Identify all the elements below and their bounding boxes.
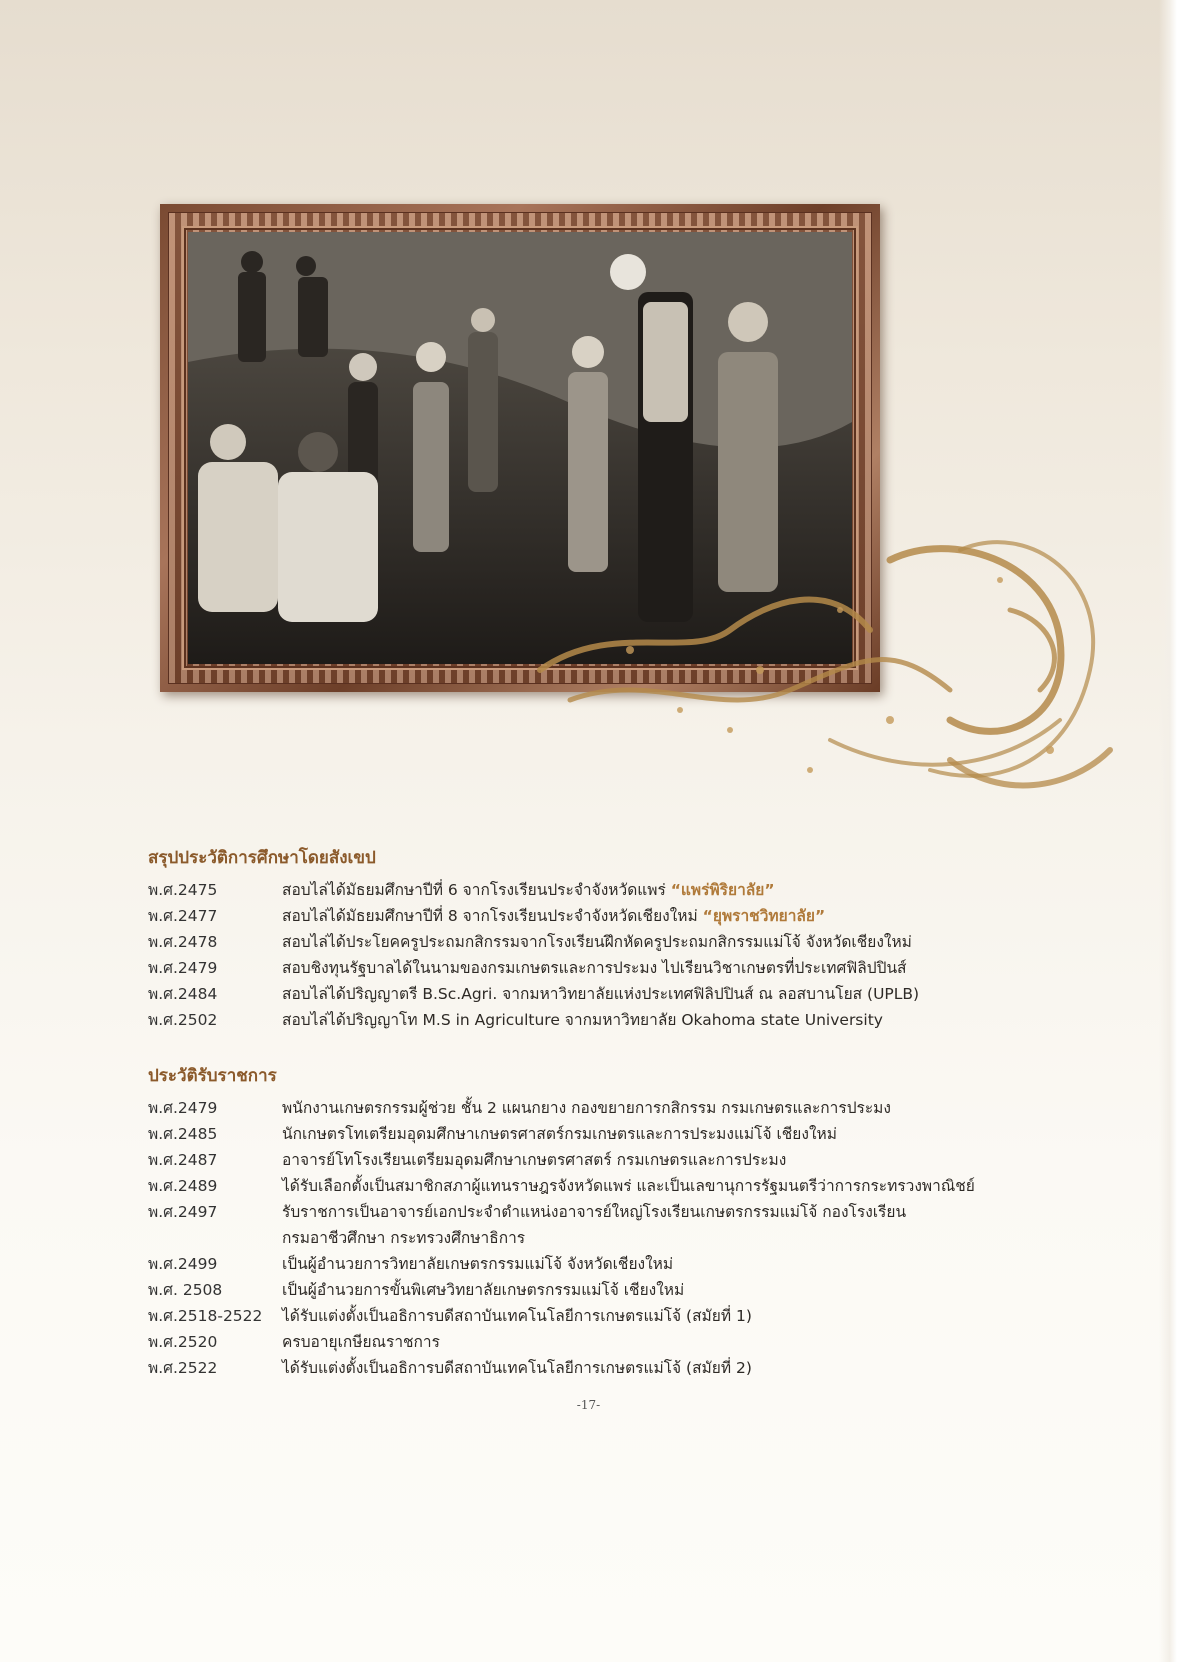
education-row	[148, 877, 1048, 903]
decorative-swirl	[530, 520, 1130, 820]
education-row	[148, 929, 1048, 955]
education-text: สอบไล่ได้มัธยมศึกษาปีที่ 6 จากโรงเรียนประจำจังหวัดแพร่	[282, 881, 671, 899]
education-description	[282, 955, 1048, 981]
career-row	[148, 1329, 1048, 1355]
career-description: รับราชการเป็นอาจารย์เอกประจำตำแหน่งอาจารย์ใหญ่โรงเรียนเกษตรกรรมแม่โจ้ กองโรงเรียน	[282, 1203, 907, 1221]
education-description	[282, 929, 1048, 955]
career-year: พ.ศ.2522	[148, 1359, 218, 1377]
education-year: พ.ศ.2475	[148, 881, 218, 899]
career-year: พ.ศ.2487	[148, 1151, 218, 1169]
career-row	[148, 1147, 1048, 1173]
education-year: พ.ศ.2477	[148, 907, 218, 925]
education-description	[282, 877, 1048, 903]
education-text: สอบไล่ได้ประโยคครูประถมกสิกรรมจากโรงเรียนฝึกหัดครูประถมกสิกรรมแม่โจ้ จังหวัดเชียงใหม่	[282, 933, 912, 951]
career-row	[148, 1095, 1048, 1121]
career-year: พ.ศ.2520	[148, 1333, 218, 1351]
education-row	[148, 903, 1048, 929]
career-description: เป็นผู้อำนวยการวิทยาลัยเกษตรกรรมแม่โจ้ จังหวัดเชียงใหม่	[282, 1255, 674, 1273]
career-description: เป็นผู้อำนวยการขั้นพิเศษวิทยาลัยเกษตรกรรมแม่โจ้ เชียงใหม่	[282, 1281, 685, 1299]
education-description	[282, 1007, 1048, 1033]
education-text: สอบไล่ได้ปริญญาตรี B.Sc.Agri. จากมหาวิทยาลัยแห่งประเทศฟิลิปปินส์ ณ ลอสบานโยส (UPLB)	[282, 985, 920, 1003]
education-year: พ.ศ.2502	[148, 1011, 218, 1029]
career-description: พนักงานเกษตรกรรมผู้ช่วย ชั้น 2 แผนกยาง กองขยายการกสิกรรม กรมเกษตรและการประมง	[282, 1099, 891, 1117]
career-year: พ.ศ.2499	[148, 1255, 218, 1273]
career-description: ได้รับแต่งตั้งเป็นอธิการบดีสถาบันเทคโนโลยีการเกษตรแม่โจ้ (สมัยที่ 2)	[282, 1359, 752, 1377]
career-year: พ.ศ.2489	[148, 1177, 218, 1195]
education-year: พ.ศ.2478	[148, 933, 218, 951]
career-row	[148, 1277, 1048, 1303]
career-description: นักเกษตรโทเตรียมอุดมศึกษาเกษตรศาสตร์กรมเกษตรและการประมงแม่โจ้ เชียงใหม่	[282, 1125, 837, 1143]
education-row	[148, 955, 1048, 981]
career-year: พ.ศ.2497	[148, 1203, 218, 1221]
education-row	[148, 981, 1048, 1007]
career-year: พ.ศ.2479	[148, 1099, 218, 1117]
page-number: -17-	[576, 1398, 601, 1412]
career-row	[148, 1121, 1048, 1147]
paper-edge	[1159, 0, 1177, 1662]
career-year: พ.ศ.2485	[148, 1125, 218, 1143]
career-year: พ.ศ. 2508	[148, 1281, 223, 1299]
school-name-highlight: “ยุพราชวิทยาลัย”	[702, 907, 826, 925]
education-section	[148, 844, 1048, 1033]
career-list	[148, 1095, 1048, 1381]
education-title: สรุปประวัติการศึกษาโดยสังเขป	[148, 848, 376, 868]
school-name-highlight: “แพร่พิริยาลัย”	[670, 881, 775, 899]
career-description-continued: กรมอาชีวศึกษา กระทรวงศึกษาธิการ	[282, 1229, 526, 1247]
career-row	[148, 1303, 1048, 1329]
career-section	[148, 1062, 1048, 1381]
education-description	[282, 981, 1048, 1007]
career-row	[148, 1199, 1048, 1225]
career-year: พ.ศ.2518-2522	[148, 1307, 263, 1325]
career-description: ได้รับแต่งตั้งเป็นอธิการบดีสถาบันเทคโนโลยีการเกษตรแม่โจ้ (สมัยที่ 1)	[282, 1307, 752, 1325]
career-description: ได้รับเลือกตั้งเป็นสมาชิกสภาผู้แทนราษฎรจังหวัดแพร่ และเป็นเลขานุการรัฐมนตรีว่าการกระทรวงพาณิชย์	[282, 1177, 975, 1195]
career-description: อาจารย์โทโรงเรียนเตรียมอุดมศึกษาเกษตรศาสตร์ กรมเกษตรและการประมง	[282, 1151, 787, 1169]
education-text: สอบไล่ได้ปริญญาโท M.S in Agriculture จากมหาวิทยาลัย Okahoma state University	[282, 1011, 883, 1029]
education-row	[148, 1007, 1048, 1033]
career-row	[148, 1173, 1048, 1199]
education-year: พ.ศ.2479	[148, 959, 218, 977]
education-description	[282, 903, 1048, 929]
career-row	[148, 1355, 1048, 1381]
career-description: ครบอายุเกษียณราชการ	[282, 1333, 440, 1351]
career-title: ประวัติรับราชการ	[148, 1066, 277, 1086]
education-text: สอบชิงทุนรัฐบาลได้ในนามของกรมเกษตรและการประมง ไปเรียนวิชาเกษตรที่ประเทศฟิลิปปินส์	[282, 959, 907, 977]
education-year: พ.ศ.2484	[148, 985, 218, 1003]
education-list	[148, 877, 1048, 1033]
career-row	[148, 1251, 1048, 1277]
education-text: สอบไล่ได้มัธยมศึกษาปีที่ 8 จากโรงเรียนประจำจังหวัดเชียงใหม่	[282, 907, 703, 925]
